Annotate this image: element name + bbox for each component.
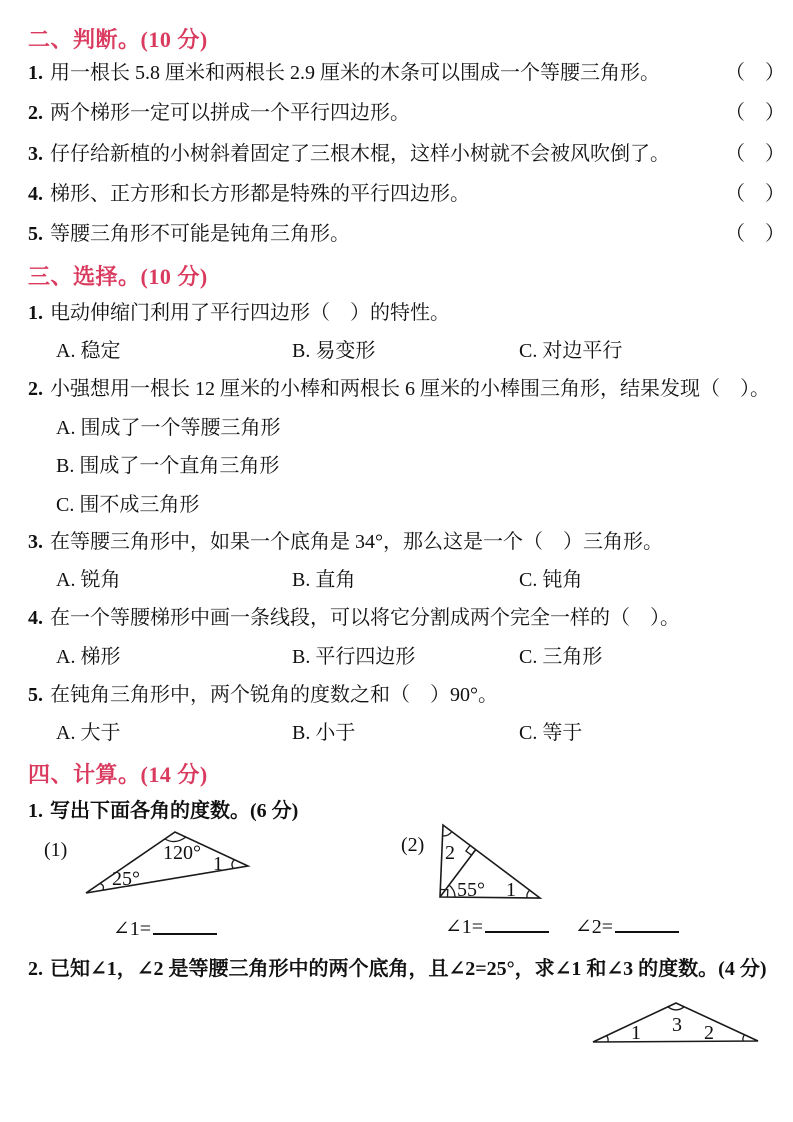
- judge-question-5: [28, 221, 785, 247]
- question-number: 1.: [28, 62, 43, 84]
- answer-line-3: [575, 914, 679, 939]
- answer-bracket: （ ）: [725, 62, 785, 84]
- answer-blank: [615, 926, 679, 933]
- answer-label: ∠2=: [575, 916, 614, 938]
- option-c: C. 钝角: [519, 569, 583, 591]
- option-c: C. 等于: [519, 722, 583, 744]
- question-text: 用一根长 5.8 厘米和两根长 2.9 厘米的木条可以围成一个等腰三角形。: [50, 62, 660, 84]
- question-text: 仔仔给新植的小树斜着固定了三根木棍，这样小树就不会被风吹倒了。: [50, 143, 670, 165]
- question-number: 2.: [28, 958, 43, 980]
- triangle-diagram-3: [576, 993, 786, 1058]
- angle-label-120: 120°: [163, 842, 201, 864]
- option-a: A. 围成了一个等腰三角形: [56, 417, 281, 439]
- question-text: 在一个等腰梯形中画一条线段，可以将它分割成两个完全一样的（ ）。: [50, 607, 680, 629]
- calc-question-2: [28, 956, 785, 982]
- question-number: 1.: [28, 800, 43, 822]
- judge-question-1: [28, 60, 785, 86]
- judge-question-2: [28, 100, 785, 126]
- figure-label: (1): [44, 839, 68, 861]
- answer-label: ∠1=: [113, 918, 152, 940]
- question-text: 在钝角三角形中，两个锐角的度数之和（ ）90°。: [50, 684, 498, 706]
- option-a: A. 梯形: [56, 646, 121, 668]
- question-number: 4.: [28, 607, 43, 629]
- question-number: 3.: [28, 531, 43, 553]
- answer-line-1: [113, 916, 217, 941]
- answer-bracket: （ ）: [725, 102, 785, 124]
- question-text: 梯形、正方形和长方形都是特殊的平行四边形。: [50, 183, 470, 205]
- angle-label-2: 2: [445, 842, 455, 864]
- angle-label-1: 1: [506, 879, 516, 901]
- answer-line-2: [445, 914, 549, 939]
- triangle-diagram-2: [393, 815, 583, 915]
- question-number: 3.: [28, 143, 43, 165]
- option-c: C. 对边平行: [519, 340, 623, 362]
- question-text: 在等腰三角形中，如果一个底角是 34°，那么这是一个（ ）三角形。: [50, 531, 663, 553]
- angle-label-3: 3: [672, 1014, 682, 1036]
- question-number: 5.: [28, 684, 43, 706]
- angle-label-25: 25°: [112, 868, 140, 890]
- choice-4-options: [0, 644, 793, 670]
- judge-question-4: [28, 181, 785, 207]
- question-number: 2.: [28, 102, 43, 124]
- option-a: A. 大于: [56, 722, 121, 744]
- question-text: 小强想用一根长 12 厘米的小棒和两根长 6 厘米的小棒围三角形，结果发现（ ）。: [50, 378, 770, 400]
- choice-3-options: [0, 567, 793, 593]
- option-c: C. 三角形: [519, 646, 603, 668]
- choice-question-2: [28, 376, 785, 402]
- question-text: 两个梯形一定可以拼成一个平行四边形。: [50, 102, 410, 124]
- question-number: 1.: [28, 302, 43, 324]
- question-number: 5.: [28, 223, 43, 245]
- angle-label-55: 55°: [457, 879, 485, 901]
- choice-question-1: [28, 300, 785, 326]
- answer-blank: [153, 928, 217, 935]
- choice-1-options: [0, 338, 793, 364]
- section-choice-header: 三、选择。(10 分): [28, 264, 208, 289]
- option-b: B. 平行四边形: [292, 646, 416, 668]
- question-text: 电动伸缩门利用了平行四边形（ ）的特性。: [50, 302, 450, 324]
- question-text: 已知∠1，∠2 是等腰三角形中的两个底角，且∠2=25°，求∠1 和∠3 的度数。(4 分): [50, 958, 767, 980]
- option-b: B. 围成了一个直角三角形: [56, 455, 280, 477]
- option-c: C. 围不成三角形: [56, 494, 200, 516]
- triangle-diagram-1: [38, 818, 308, 918]
- question-text: 等腰三角形不可能是钝角三角形。: [50, 223, 350, 245]
- option-a: A. 稳定: [56, 340, 121, 362]
- question-text: 写出下面各角的度数。(6 分): [50, 800, 299, 822]
- answer-bracket: （ ）: [725, 183, 785, 205]
- choice-question-3: [28, 529, 785, 555]
- figure-label: (2): [401, 834, 425, 856]
- angle-label-1: 1: [213, 853, 223, 875]
- option-b: B. 易变形: [292, 340, 376, 362]
- option-b: B. 直角: [292, 569, 356, 591]
- option-a: A. 锐角: [56, 569, 121, 591]
- option-b: B. 小于: [292, 722, 356, 744]
- question-number: 2.: [28, 378, 43, 400]
- answer-label: ∠1=: [445, 916, 484, 938]
- judge-question-3: [28, 141, 785, 167]
- answer-bracket: （ ）: [725, 143, 785, 165]
- section-calc-header: 四、计算。(14 分): [28, 762, 208, 787]
- angle-label-2: 2: [704, 1022, 714, 1044]
- answer-blank: [485, 926, 549, 933]
- angle-label-1: 1: [631, 1022, 641, 1044]
- choice-question-4: [28, 605, 785, 631]
- answer-bracket: （ ）: [725, 223, 785, 245]
- section-judge-header: 二、判断。(10 分): [28, 27, 208, 52]
- question-number: 4.: [28, 183, 43, 205]
- choice-5-options: [0, 720, 793, 746]
- choice-question-5: [28, 682, 785, 708]
